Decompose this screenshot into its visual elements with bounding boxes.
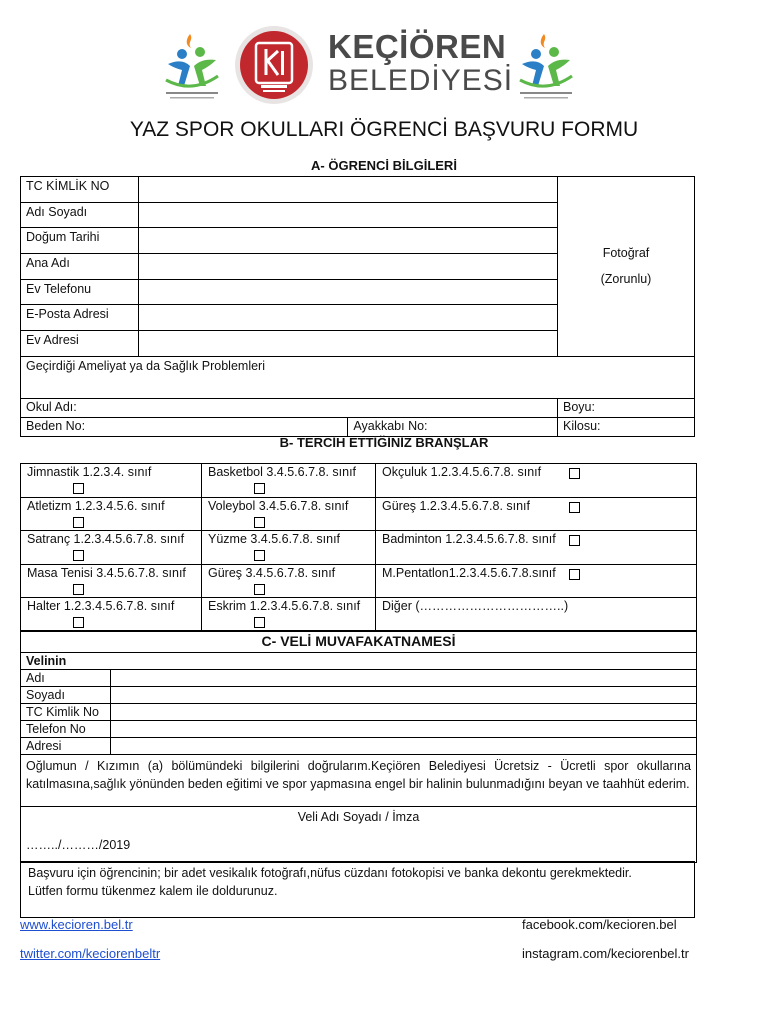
parent-field-label-tc: TC Kimlik No [21, 704, 111, 721]
field-input-name[interactable] [139, 202, 558, 228]
brand-line-2: BELEDİYESİ [328, 64, 514, 97]
kecioren-seal-logo [234, 25, 314, 105]
branch-checkbox[interactable] [569, 535, 580, 546]
branch-checkbox[interactable] [73, 517, 84, 528]
health-problems-field[interactable]: Geçirdiği Ameliyat ya da Sağlık Problemleri [21, 356, 695, 398]
branch-option[interactable] [202, 598, 376, 632]
section-a-title: A- ÖGRENCİ BİLGİLERİ [311, 158, 457, 173]
branch-option[interactable] [202, 497, 376, 531]
branch-checkbox[interactable] [569, 569, 580, 580]
branch-option[interactable] [21, 464, 202, 498]
branch-label: Basketbol 3.4.5.6.7.8. sınıf [208, 465, 357, 479]
branch-checkbox[interactable] [254, 517, 265, 528]
parent-consent-table [20, 630, 697, 863]
branch-label: M.Pentatlon1.2.3.4.5.6.7.8.sınıf [382, 565, 556, 580]
application-note [21, 862, 695, 918]
field-label-home-phone: Ev Telefonu [21, 279, 139, 305]
facebook-handle: facebook.com/kecioren.bel [522, 917, 677, 932]
branch-label: Okçuluk 1.2.3.4.5.6.7.8. sınıf [382, 465, 542, 479]
branch-label: Halter 1.2.3.4.5.6.7.8. sınıf [27, 599, 175, 614]
parent-field-label-phone: Telefon No [21, 721, 111, 738]
field-input-home-phone[interactable] [139, 279, 558, 305]
weight-field[interactable]: Kilosu: [558, 417, 695, 436]
instagram-handle: instagram.com/keciorenbel.tr [522, 946, 689, 961]
photo-label: Fotoğraf [602, 246, 650, 261]
parent-field-label-name: Adı [21, 670, 111, 687]
school-name-field[interactable]: Okul Adı: [21, 398, 558, 417]
parent-field-input-phone[interactable] [111, 721, 697, 738]
branch-label: Voleybol 3.4.5.6.7.8. sınıf [208, 498, 349, 513]
branch-label: Jimnastik 1.2.3.4. sınıf [27, 465, 152, 479]
field-label-tc: TC KİMLİK NO [21, 177, 139, 203]
parent-field-input-name[interactable] [111, 670, 697, 687]
parent-field-label-surname: Soyadı [21, 687, 111, 704]
branch-checkbox[interactable] [254, 483, 265, 494]
parent-label: Velinin [21, 653, 697, 670]
field-input-mother-name[interactable] [139, 254, 558, 280]
signature-label: Veli Adı Soyadı / İmza [297, 810, 420, 824]
branch-option[interactable] [202, 464, 376, 498]
field-input-address[interactable] [139, 331, 558, 357]
branch-option[interactable] [202, 531, 376, 565]
field-input-birthdate[interactable] [139, 228, 558, 254]
photo-box[interactable] [557, 177, 694, 357]
consent-statement: Oğlumun / Kızımın (a) bölümündeki bilgilerini doğrularım.Keçiören Belediyesi Ücretsiz - Ücretli spor okullarına katılmasına,sağlık yönünden beden eğitimi ve spor yapmasına engel bir halinin bulunmadığını beyan ve taahhüt ederim. [21, 755, 697, 807]
parent-field-input-tc[interactable] [111, 704, 697, 721]
branch-option[interactable] [376, 531, 697, 565]
branch-option[interactable] [202, 564, 376, 598]
branch-checkbox[interactable] [73, 584, 84, 595]
sport-logo-right [514, 30, 578, 102]
body-size-field[interactable]: Beden No: [21, 417, 348, 436]
branch-option[interactable] [21, 598, 202, 632]
branch-checkbox[interactable] [569, 502, 580, 513]
field-label-name: Adı Soyadı [21, 202, 139, 228]
field-label-address: Ev Adresi [21, 331, 139, 357]
section-b-title: B- TERCİH ETTİĞİNİZ BRANŞLAR [279, 435, 489, 450]
field-label-email: E-Posta Adresi [21, 305, 139, 331]
branch-checkbox[interactable] [569, 468, 580, 479]
branch-option[interactable] [21, 497, 202, 531]
branch-label: Atletizm 1.2.3.4.5.6. sınıf [27, 498, 165, 513]
brand-line-1: KEÇİÖREN [328, 28, 507, 65]
note-pen-instruction: Lütfen formu tükenmez kalem ile doldurunuz. [28, 884, 278, 898]
branch-label: Güreş 3.4.5.6.7.8. sınıf [208, 565, 336, 580]
parent-field-input-surname[interactable] [111, 687, 697, 704]
branch-checkbox[interactable] [73, 550, 84, 561]
field-input-email[interactable] [139, 305, 558, 331]
branch-label: Masa Tenisi 3.4.5.6.7.8. sınıf [27, 565, 186, 580]
branch-label: Diğer (……………………………..) [382, 599, 569, 614]
parent-field-input-address[interactable] [111, 738, 697, 755]
branch-checkbox[interactable] [73, 483, 84, 494]
branch-option[interactable] [376, 564, 697, 598]
field-input-tc[interactable] [139, 177, 558, 203]
twitter-link[interactable]: twitter.com/keciorenbeltr [20, 946, 161, 961]
field-label-birthdate: Doğum Tarihi [21, 228, 139, 254]
website-link[interactable]: www.kecioren.bel.tr [20, 917, 133, 932]
branch-label: Badminton 1.2.3.4.5.6.7.8. sınıf [382, 532, 556, 547]
signature-date: ……../………/2019 [26, 838, 131, 852]
height-field[interactable]: Boyu: [558, 398, 695, 417]
branch-checkbox[interactable] [254, 617, 265, 628]
branch-selection-table [20, 463, 697, 632]
branch-label: Güreş 1.2.3.4.5.6.7.8. sınıf [382, 498, 531, 513]
branch-option[interactable] [376, 497, 697, 531]
branch-label: Yüzme 3.4.5.6.7.8. sınıf [208, 532, 341, 547]
branch-option[interactable] [21, 531, 202, 565]
branch-checkbox[interactable] [254, 550, 265, 561]
page-header [0, 22, 768, 110]
application-note-box [20, 861, 695, 918]
branch-option[interactable] [376, 464, 697, 498]
branch-label: Eskrim 1.2.3.4.5.6.7.8. sınıf [208, 599, 361, 614]
signature-box[interactable] [21, 807, 697, 863]
shoe-size-field[interactable]: Ayakkabı No: [348, 417, 558, 436]
field-label-mother-name: Ana Adı [21, 254, 139, 280]
municipality-brand [328, 30, 513, 98]
branch-option[interactable] [21, 564, 202, 598]
form-title: YAZ SPOR OKULLARI ÖGRENCİ BAŞVURU FORMU [129, 118, 639, 141]
branch-checkbox[interactable] [73, 617, 84, 628]
parent-field-label-address: Adresi [21, 738, 111, 755]
sport-logo-left [160, 30, 224, 102]
note-requirements: Başvuru için öğrencinin; bir adet vesikalık fotoğrafı,nüfus cüzdanı fotokopisi ve banka dekontu gerekmektedir. [28, 866, 632, 880]
branch-checkbox[interactable] [254, 584, 265, 595]
branch-label: Satranç 1.2.3.4.5.6.7.8. sınıf [27, 532, 185, 547]
photo-required: (Zorunlu) [600, 272, 652, 287]
student-info-table [20, 176, 695, 437]
section-c-title: C- VELİ MUVAFAKATNAMESİ [21, 631, 697, 653]
branch-option-other[interactable] [376, 598, 697, 632]
